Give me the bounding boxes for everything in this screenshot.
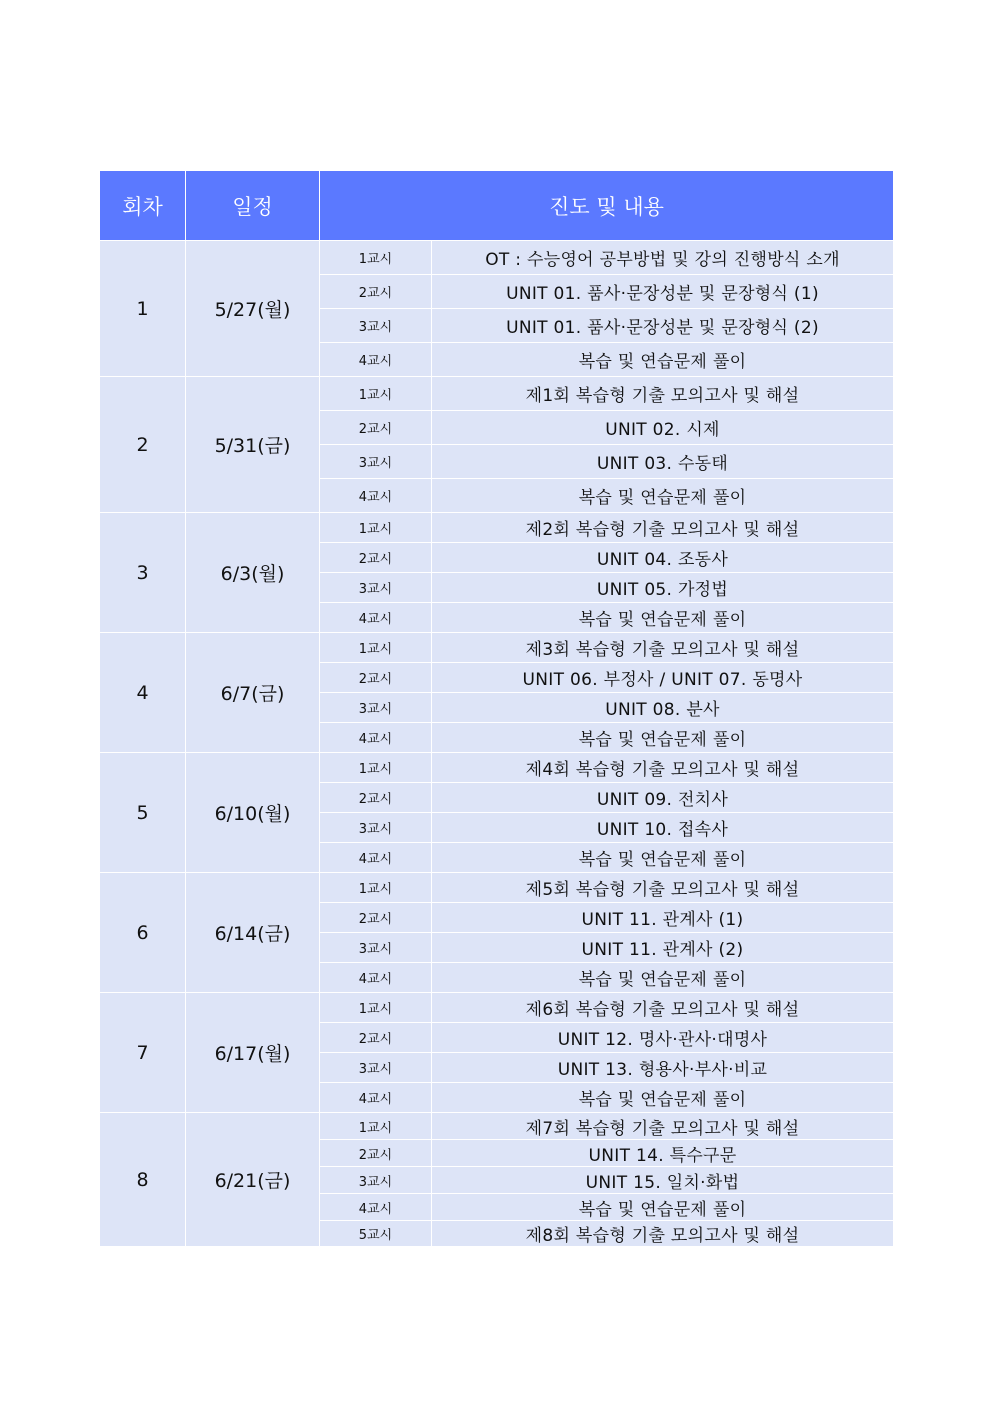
period-cell: 2교시	[320, 903, 432, 933]
table-row	[100, 633, 894, 663]
period-cell: 4교시	[320, 843, 432, 873]
session-number: 5	[100, 753, 186, 873]
content-cell: UNIT 03. 수동태	[432, 445, 894, 479]
period-cell: 3교시	[320, 1167, 432, 1194]
content-cell: UNIT 05. 가정법	[432, 573, 894, 603]
schedule-table	[99, 170, 894, 1247]
period-cell: 4교시	[320, 479, 432, 513]
period-cell: 1교시	[320, 873, 432, 903]
schedule-body	[100, 241, 894, 1247]
content-cell: 제3회 복습형 기출 모의고사 및 해설	[432, 633, 894, 663]
session-number: 2	[100, 377, 186, 513]
period-cell: 3교시	[320, 933, 432, 963]
session-number: 6	[100, 873, 186, 993]
content-cell: UNIT 11. 관계사 (2)	[432, 933, 894, 963]
session-number: 4	[100, 633, 186, 753]
content-cell: UNIT 14. 특수구문	[432, 1140, 894, 1167]
content-cell: 복습 및 연습문제 풀이	[432, 479, 894, 513]
period-cell: 3교시	[320, 445, 432, 479]
period-cell: 2교시	[320, 411, 432, 445]
period-cell: 1교시	[320, 513, 432, 543]
period-cell: 3교시	[320, 1053, 432, 1083]
period-cell: 4교시	[320, 343, 432, 377]
period-cell: 4교시	[320, 1194, 432, 1221]
table-row	[100, 753, 894, 783]
content-cell: UNIT 04. 조동사	[432, 543, 894, 573]
content-cell: UNIT 12. 명사·관사·대명사	[432, 1023, 894, 1053]
content-cell: 복습 및 연습문제 풀이	[432, 1194, 894, 1221]
content-cell: UNIT 09. 전치사	[432, 783, 894, 813]
period-cell: 3교시	[320, 309, 432, 343]
period-cell: 2교시	[320, 1023, 432, 1053]
content-cell: OT : 수능영어 공부방법 및 강의 진행방식 소개	[432, 241, 894, 275]
content-cell: 제6회 복습형 기출 모의고사 및 해설	[432, 993, 894, 1023]
content-cell: UNIT 01. 품사·문장성분 및 문장형식 (1)	[432, 275, 894, 309]
session-date: 6/14(금)	[186, 873, 320, 993]
content-cell: 복습 및 연습문제 풀이	[432, 723, 894, 753]
session-number: 8	[100, 1113, 186, 1247]
period-cell: 1교시	[320, 241, 432, 275]
content-cell: 제7회 복습형 기출 모의고사 및 해설	[432, 1113, 894, 1140]
session-date: 6/21(금)	[186, 1113, 320, 1247]
header-content: 진도 및 내용	[320, 171, 894, 241]
period-cell: 3교시	[320, 573, 432, 603]
period-cell: 1교시	[320, 1113, 432, 1140]
content-cell: 제4회 복습형 기출 모의고사 및 해설	[432, 753, 894, 783]
header-session: 회차	[100, 171, 186, 241]
period-cell: 3교시	[320, 693, 432, 723]
header-date: 일정	[186, 171, 320, 241]
content-cell: 복습 및 연습문제 풀이	[432, 843, 894, 873]
content-cell: 제8회 복습형 기출 모의고사 및 해설	[432, 1221, 894, 1247]
session-date: 6/7(금)	[186, 633, 320, 753]
session-date: 5/31(금)	[186, 377, 320, 513]
session-date: 6/3(월)	[186, 513, 320, 633]
session-date: 6/10(월)	[186, 753, 320, 873]
header-row	[100, 171, 894, 241]
table-row	[100, 513, 894, 543]
period-cell: 1교시	[320, 753, 432, 783]
content-cell: UNIT 01. 품사·문장성분 및 문장형식 (2)	[432, 309, 894, 343]
period-cell: 4교시	[320, 603, 432, 633]
period-cell: 2교시	[320, 663, 432, 693]
content-cell: 제1회 복습형 기출 모의고사 및 해설	[432, 377, 894, 411]
content-cell: UNIT 11. 관계사 (1)	[432, 903, 894, 933]
session-number: 3	[100, 513, 186, 633]
period-cell: 4교시	[320, 1083, 432, 1113]
period-cell: 2교시	[320, 275, 432, 309]
session-number: 1	[100, 241, 186, 377]
content-cell: 복습 및 연습문제 풀이	[432, 1083, 894, 1113]
table-row	[100, 873, 894, 903]
content-cell: UNIT 15. 일치·화법	[432, 1167, 894, 1194]
session-date: 5/27(월)	[186, 241, 320, 377]
period-cell: 1교시	[320, 633, 432, 663]
content-cell: UNIT 10. 접속사	[432, 813, 894, 843]
period-cell: 4교시	[320, 963, 432, 993]
content-cell: UNIT 08. 분사	[432, 693, 894, 723]
table-row	[100, 377, 894, 411]
content-cell: UNIT 13. 형용사·부사·비교	[432, 1053, 894, 1083]
content-cell: 복습 및 연습문제 풀이	[432, 603, 894, 633]
period-cell: 1교시	[320, 993, 432, 1023]
content-cell: 제5회 복습형 기출 모의고사 및 해설	[432, 873, 894, 903]
content-cell: UNIT 02. 시제	[432, 411, 894, 445]
content-cell: 제2회 복습형 기출 모의고사 및 해설	[432, 513, 894, 543]
period-cell: 2교시	[320, 783, 432, 813]
table-row	[100, 241, 894, 275]
period-cell: 4교시	[320, 723, 432, 753]
table-row	[100, 993, 894, 1023]
content-cell: 복습 및 연습문제 풀이	[432, 963, 894, 993]
period-cell: 1교시	[320, 377, 432, 411]
content-cell: 복습 및 연습문제 풀이	[432, 343, 894, 377]
period-cell: 5교시	[320, 1221, 432, 1247]
period-cell: 2교시	[320, 543, 432, 573]
session-number: 7	[100, 993, 186, 1113]
table-row	[100, 1113, 894, 1140]
session-date: 6/17(월)	[186, 993, 320, 1113]
period-cell: 2교시	[320, 1140, 432, 1167]
period-cell: 3교시	[320, 813, 432, 843]
content-cell: UNIT 06. 부정사 / UNIT 07. 동명사	[432, 663, 894, 693]
